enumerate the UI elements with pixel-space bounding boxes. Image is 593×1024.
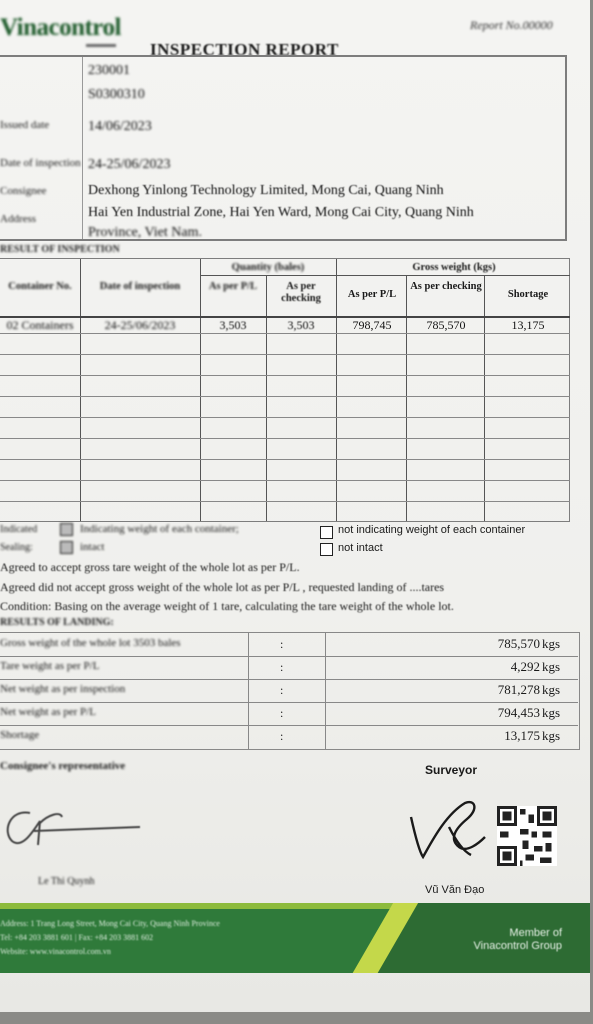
info-value-6: Hai Yen Industrial Zone, Hai Yen Ward, Mong Cai City, Quang Ninh [88,205,474,220]
summary-value: 781,278 [497,682,540,697]
member-line-1: Member of [509,927,562,939]
header-container-no: Container No. [8,281,72,292]
summary-unit: kgs [542,659,561,674]
note-line-3: Condition: Basing on the average weight of 1 tare, calculating the tare weight of the whole lot. [0,599,454,613]
logo-underline [86,44,116,47]
option-row1-right: not indicating weight of each container [338,524,526,536]
summary-unit: kgs [542,682,561,697]
summary-label: Net weight as per P/L [0,706,96,718]
inspection-table [0,258,570,522]
report-title: INSPECTION REPORT [150,40,339,59]
row-line [200,275,570,276]
info-value-7: Province, Viet Nam. [88,225,202,240]
col-line [200,259,201,521]
row-line [0,438,570,439]
checkbox-intact[interactable] [60,541,73,554]
summary-label: Shortage [0,729,40,741]
col-line [266,275,267,521]
company-logo: Vinacontrol [0,14,121,41]
option-row1-prefix: Indicated [0,524,38,535]
summary-value: 4,292 [510,659,540,674]
header-quantity: Quantity (bales) [231,262,305,273]
qr-code [497,805,557,867]
info-label-3: Issued date [0,119,50,131]
summary-label: Net weight as per inspection [0,683,126,695]
footer-member [474,927,562,953]
checkbox-not-intact[interactable] [320,543,333,556]
footer-website: Website: www.vinacontrol.com.vn [0,947,111,956]
col-line [80,259,81,521]
header-shortage: Shortage [507,289,549,300]
footer-phone: Tel: +84 203 3881 601 | Fax: +84 203 3881 602 [0,933,154,942]
summary-row [0,656,580,680]
info-value-4: 24-25/06/2023 [88,157,171,172]
consignee-name: Le Thi Quynh [38,876,95,887]
results-title: RESULTS OF LANDING: [0,617,114,628]
header-gw-check: As per checking [410,281,482,292]
consignee-title: Consignee's representative [0,760,126,772]
header-gw-pl: As per P/L [347,289,397,300]
summary-colon: : [280,637,284,651]
summary-value: 794,453 [497,705,540,720]
info-value-3: 14/06/2023 [88,119,152,134]
summary-label: Tare weight as per P/L [0,660,100,672]
option-row2-right: not intact [338,542,383,554]
landing-summary [0,632,580,750]
header-qty-check: As per checking [281,281,321,304]
option-row2-left: intact [80,541,105,553]
col-line [406,275,407,521]
summary-value: 785,570 [497,636,540,651]
summary-row [0,725,580,749]
note-line-1: Agreed to accept gross tare weight of the whole lot as per P/L. [0,560,300,574]
summary-colon: : [280,683,284,697]
note-line-2: Agreed did not accept gross weight of the whole lot as per P/L , requested landing of ....tares [0,580,445,594]
info-value-1: 230001 [88,63,130,78]
summary-unit: kgs [542,636,561,651]
summary-unit: kgs [542,705,561,720]
option-row2-prefix: Sealing: [0,542,33,553]
cell-container: 02 Containers [6,318,74,332]
summary-colon: : [280,706,284,720]
row-line [0,333,570,334]
row-line [0,480,570,481]
info-divider [82,57,83,239]
header-gross-weight: Gross weight (kgs) [412,262,496,273]
info-box [0,55,567,241]
summary-unit: kgs [542,728,561,743]
row-line [0,459,570,460]
footer-address: Address: 1 Trang Long Street, Mong Cai City, Quang Ninh Province [0,919,220,928]
summary-value: 13,175 [504,728,540,743]
section-title: RESULT OF INSPECTION [0,244,120,255]
summary-row [0,679,580,703]
cell-shortage: 13,175 [511,318,545,332]
row-line [0,501,570,502]
member-line-2: Vinacontrol Group [473,940,562,952]
row-line [0,417,570,418]
header-date: Date of inspection [99,281,181,292]
checkbox-not-indicating[interactable] [320,526,333,539]
row-line [0,375,570,376]
checkbox-indicating[interactable] [60,523,73,536]
row-line [0,354,570,355]
surveyor-signature [405,795,495,875]
info-label-6: Address [0,213,37,225]
summary-label: Gross weight of the whole lot 3503 bales [0,637,181,649]
surveyor-title: Surveyor [425,763,478,777]
info-label-5: Consignee [0,185,47,197]
cell-gw-pl: 798,745 [352,318,392,332]
header-qty-pl: As per P/L [208,281,258,292]
row-line [0,396,570,397]
col-line [336,259,337,521]
info-value-5: Dexhong Yinlong Technology Limited, Mong Cai, Quang Ninh [88,183,444,198]
cell-gw-check: 785,570 [426,318,466,332]
option-row1-left: Indicating weight of each container; [80,523,239,535]
cell-date: 24-25/06/2023 [104,318,176,332]
consignee-signature [0,795,160,865]
surveyor-name: Vũ Văn Đạo [425,884,485,896]
summary-colon: : [280,660,284,674]
info-value-2: S0300310 [88,87,145,102]
summary-row [0,633,580,657]
col-line [484,275,485,521]
summary-row [0,702,580,726]
cell-qty-pl: 3,503 [219,318,247,332]
report-number: Report No.00000 [470,18,553,32]
info-label-4: Date of inspection [0,157,81,169]
footer-banner [0,903,590,973]
cell-qty-check: 3,503 [287,318,315,332]
summary-colon: : [280,729,284,743]
